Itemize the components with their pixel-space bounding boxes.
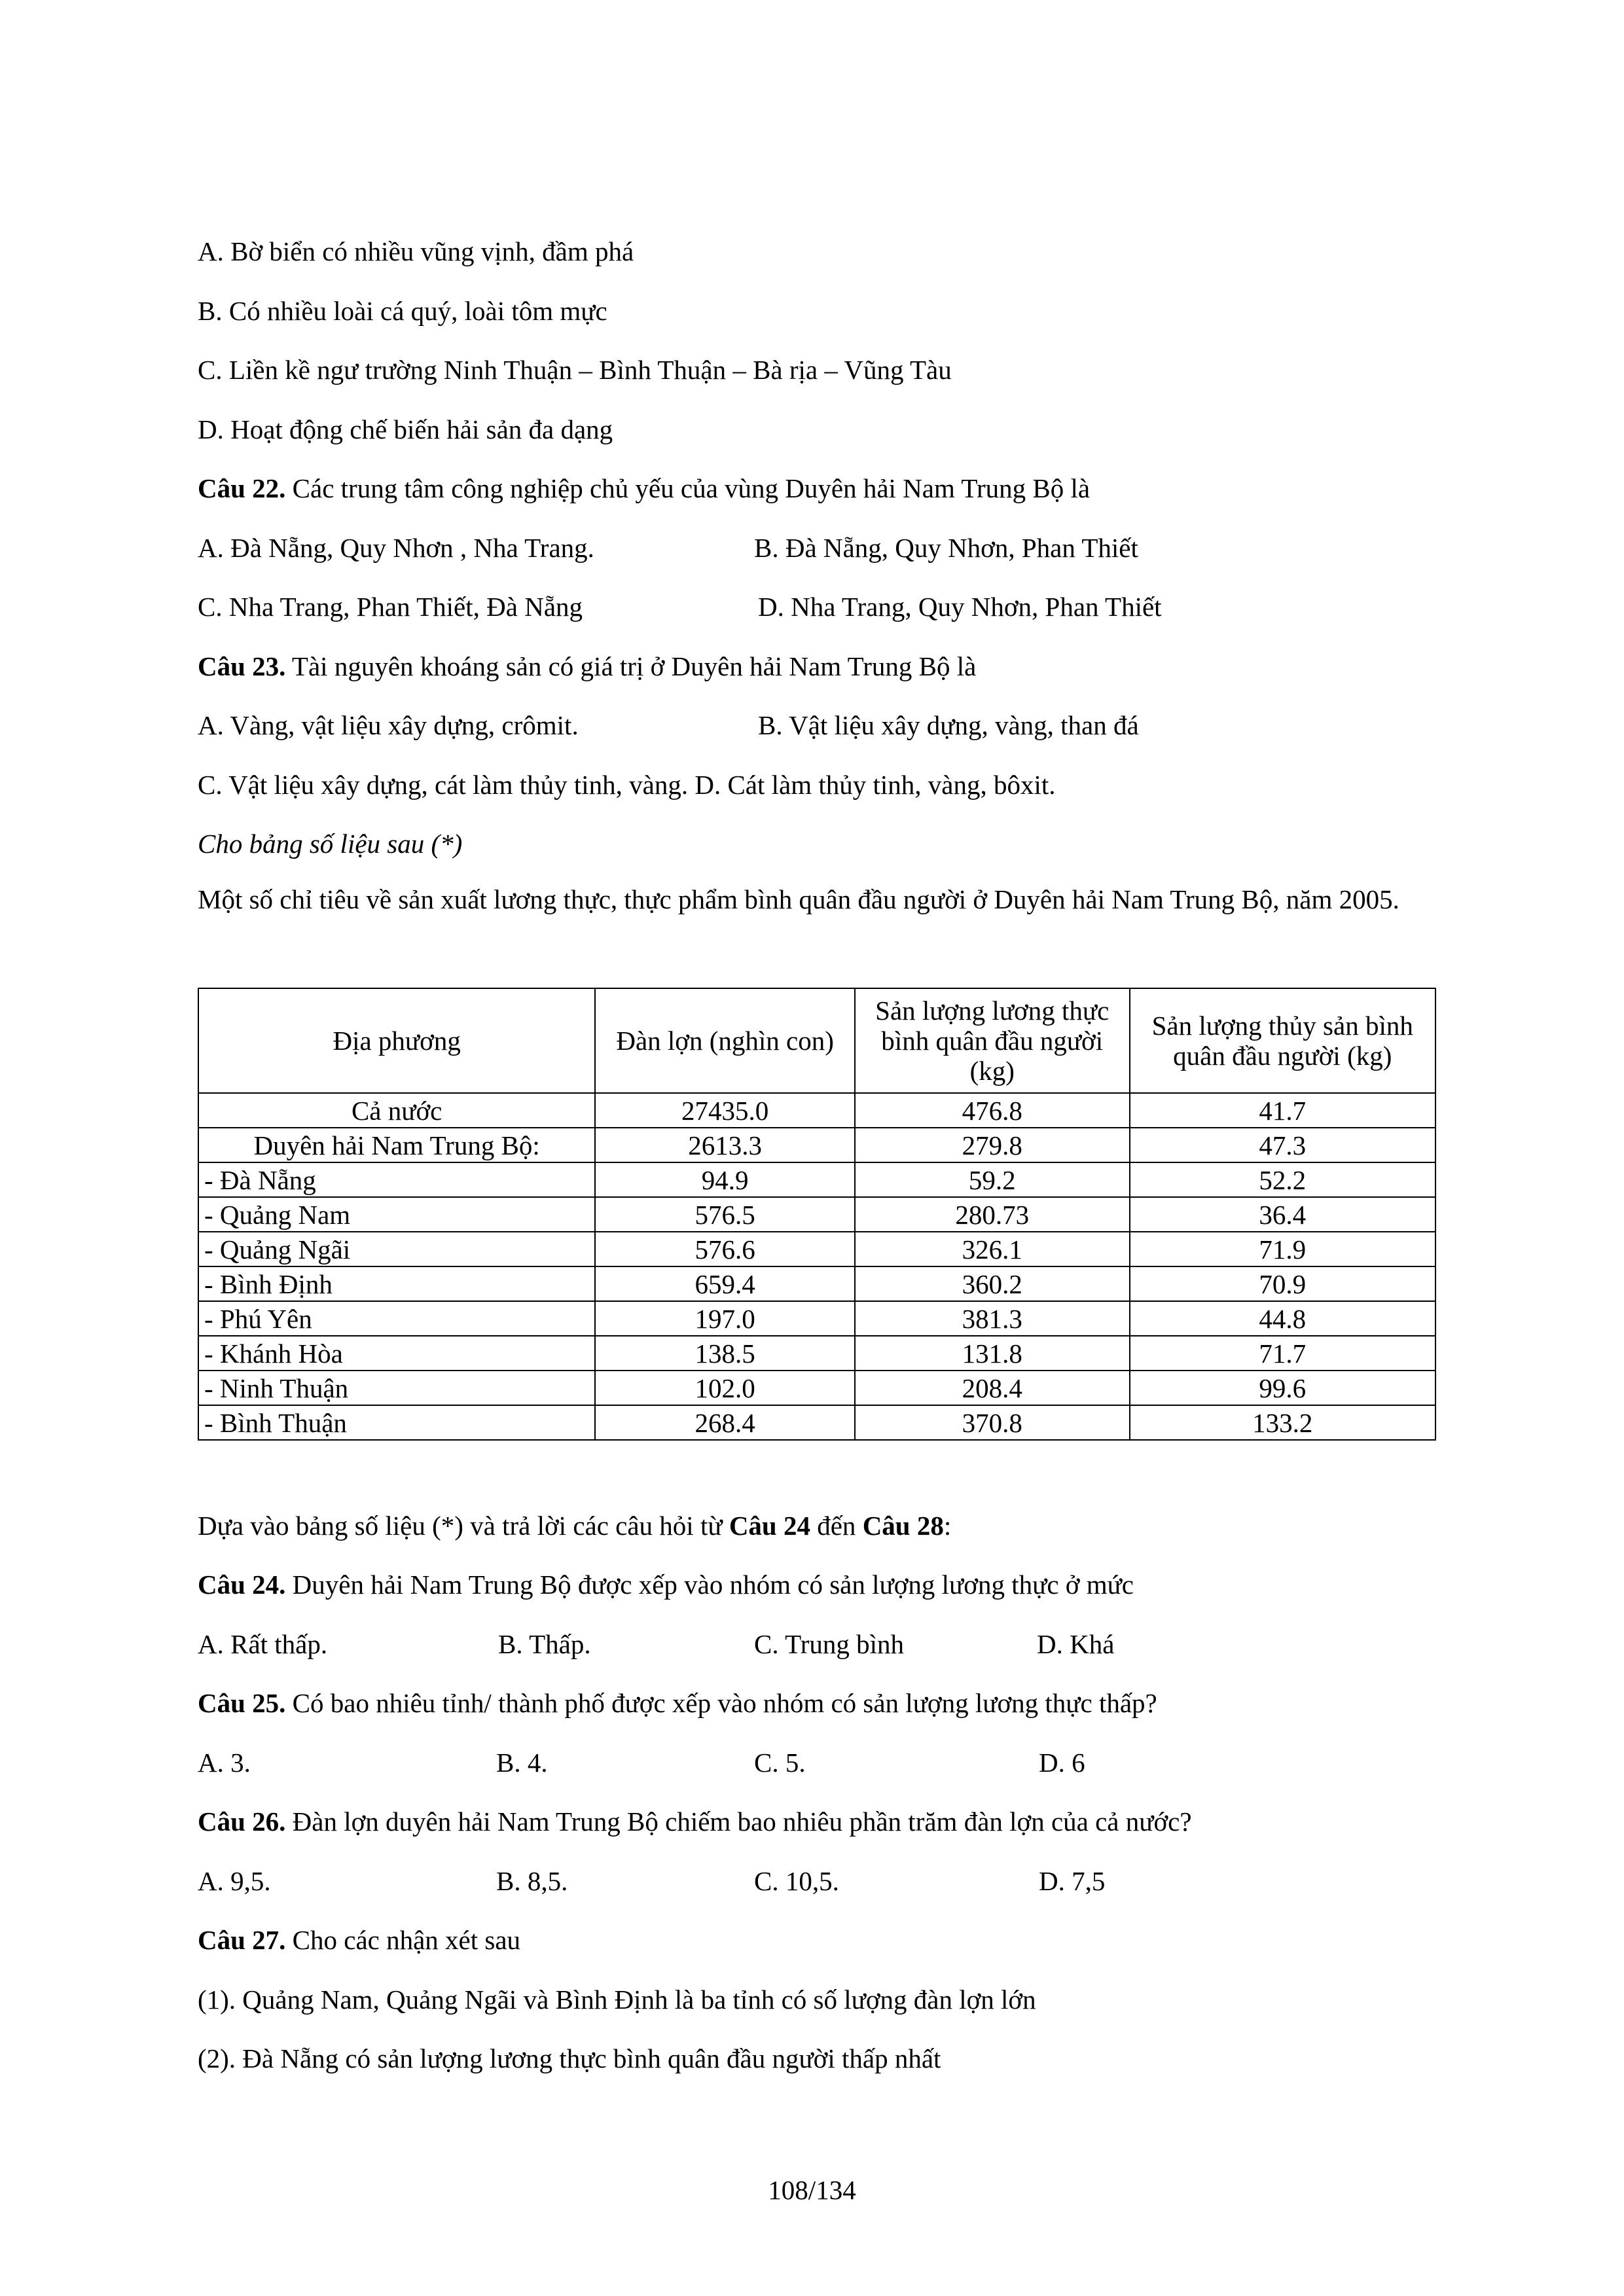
q23-option-cd: C. Vật liệu xây dựng, cát làm thủy tinh, vàng. D. Cát làm thủy tinh, vàng, bôxit.: [198, 770, 1056, 800]
q25-option-b: B. 4.: [496, 1748, 548, 1778]
table-row: [198, 1301, 1435, 1336]
cell-food: 370.8: [855, 1405, 1130, 1440]
table-row: [198, 1371, 1435, 1405]
cell-seafood: 47.3: [1130, 1128, 1436, 1162]
q26-question: [198, 1805, 1192, 1838]
cell-seafood: 52.2: [1130, 1162, 1436, 1197]
q26-option-b: B. 8,5.: [496, 1866, 568, 1896]
cell-seafood: 44.8: [1130, 1301, 1436, 1336]
q26-label: Câu 26.: [198, 1806, 286, 1837]
q26-text: Đàn lợn duyên hải Nam Trung Bộ chiếm bao nhiêu phần trăm đàn lợn của cả nước?: [285, 1806, 1192, 1837]
cell-food: 131.8: [855, 1336, 1130, 1371]
q23-text: Tài nguyên khoáng sản có giá trị ở Duyên hải Nam Trung Bộ là: [285, 651, 977, 681]
table-row: [198, 1266, 1435, 1301]
cell-pig-herd: 27435.0: [595, 1093, 855, 1128]
q27-label: Câu 27.: [198, 1925, 286, 1955]
cell-food: 476.8: [855, 1093, 1130, 1128]
q25-option-c: C. 5.: [754, 1748, 806, 1778]
cell-region: - Khánh Hòa: [198, 1336, 595, 1371]
cell-region: Duyên hải Nam Trung Bộ:: [198, 1128, 595, 1162]
q22-question: [198, 472, 1090, 505]
q25-option-a: A. 3.: [198, 1748, 251, 1778]
q27-text: Cho các nhận xét sau: [285, 1925, 521, 1955]
q22-text: Các trung tâm công nghiệp chủ yếu của vùng Duyên hải Nam Trung Bộ là: [285, 473, 1091, 503]
cell-seafood: 36.4: [1130, 1197, 1436, 1232]
q25-label: Câu 25.: [198, 1688, 286, 1718]
cell-pig-herd: 2613.3: [595, 1128, 855, 1162]
q22-option-b: B. Đà Nẵng, Quy Nhơn, Phan Thiết: [754, 533, 1138, 563]
cell-food: 381.3: [855, 1301, 1130, 1336]
header-region: Địa phương: [198, 988, 595, 1093]
q26-option-d: D. 7,5: [1039, 1866, 1106, 1896]
cell-region: - Ninh Thuận: [198, 1371, 595, 1405]
table-row: [198, 1093, 1435, 1128]
q24-option-a: A. Rất thấp.: [198, 1629, 328, 1659]
q25-text: Có bao nhiêu tỉnh/ thành phố được xếp vào nhóm có sản lượng lương thực thấp?: [285, 1688, 1157, 1718]
q23-option-a: A. Vàng, vật liệu xây dựng, crômit.: [198, 710, 579, 740]
q24-question: [198, 1568, 1134, 1601]
cell-region: - Đà Nẵng: [198, 1162, 595, 1197]
header-seafood-per-capita: Sản lượng thủy sản bình quân đầu người (kg): [1130, 988, 1436, 1093]
cell-pig-herd: 102.0: [595, 1371, 855, 1405]
q25-option-d: D. 6: [1039, 1748, 1085, 1778]
q24-option-d: D. Khá: [1037, 1629, 1115, 1659]
q22-option-d: D. Nha Trang, Quy Nhơn, Phan Thiết: [758, 592, 1162, 622]
cell-seafood: 70.9: [1130, 1266, 1436, 1301]
cell-food: 208.4: [855, 1371, 1130, 1405]
instruction-post: :: [943, 1511, 952, 1541]
cell-seafood: 71.7: [1130, 1336, 1436, 1371]
cell-region: - Quảng Nam: [198, 1197, 595, 1232]
instruction-line: [198, 1509, 951, 1542]
instruction-mid: đến: [810, 1511, 863, 1541]
cell-region: - Bình Định: [198, 1266, 595, 1301]
q21-option-a: A. Bờ biển có nhiều vũng vịnh, đầm phá: [198, 236, 634, 266]
table-row: [198, 1197, 1435, 1232]
table-intro: Cho bảng số liệu sau (*): [198, 829, 463, 859]
instruction-pre: Dựa vào bảng số liệu (*) và trả lời các câu hỏi từ: [198, 1511, 729, 1541]
table-row: [198, 1405, 1435, 1440]
data-table: [198, 988, 1436, 1441]
table-row: [198, 1128, 1435, 1162]
header-food-per-capita: Sản lượng lương thực bình quân đầu người (kg): [855, 988, 1130, 1093]
cell-food: 59.2: [855, 1162, 1130, 1197]
cell-pig-herd: 576.6: [595, 1232, 855, 1266]
cell-region: - Bình Thuận: [198, 1405, 595, 1440]
cell-pig-herd: 576.5: [595, 1197, 855, 1232]
cell-pig-herd: 659.4: [595, 1266, 855, 1301]
cell-pig-herd: 197.0: [595, 1301, 855, 1336]
q22-option-a: A. Đà Nẵng, Quy Nhơn , Nha Trang.: [198, 533, 594, 563]
cell-food: 360.2: [855, 1266, 1130, 1301]
q24-option-c: C. Trung bình: [754, 1629, 905, 1659]
table-caption: Một số chỉ tiêu về sản xuất lương thực, thực phẩm bình quân đầu người ở Duyên hải Nam Trung Bộ, năm 2005.: [198, 884, 1399, 914]
q22-option-c: C. Nha Trang, Phan Thiết, Đà Nẵng: [198, 592, 583, 622]
q27-statement-1: (1). Quảng Nam, Quảng Ngãi và Bình Định là ba tỉnh có số lượng đàn lợn lớn: [198, 1984, 1036, 2015]
header-pig-herd: Đàn lợn (nghìn con): [595, 988, 855, 1093]
q23-label: Câu 23.: [198, 651, 286, 681]
q23-option-b: B. Vật liệu xây dựng, vàng, than đá: [758, 710, 1139, 740]
q23-question: [198, 650, 976, 683]
cell-pig-herd: 94.9: [595, 1162, 855, 1197]
cell-food: 280.73: [855, 1197, 1130, 1232]
instruction-from: Câu 24: [729, 1511, 810, 1541]
cell-food: 279.8: [855, 1128, 1130, 1162]
q27-question: [198, 1924, 520, 1956]
q26-option-c: C. 10,5.: [754, 1866, 839, 1896]
q21-option-d: D. Hoạt động chế biến hải sản đa dạng: [198, 414, 613, 444]
q27-statement-2: (2). Đà Nẵng có sản lượng lương thực bình quân đầu người thấp nhất: [198, 2043, 941, 2073]
cell-region: - Quảng Ngãi: [198, 1232, 595, 1266]
q22-label: Câu 22.: [198, 473, 286, 503]
q24-label: Câu 24.: [198, 1570, 286, 1600]
cell-region: - Phú Yên: [198, 1301, 595, 1336]
table-row: [198, 1232, 1435, 1266]
q24-text: Duyên hải Nam Trung Bộ được xếp vào nhóm có sản lượng lương thực ở mức: [285, 1570, 1134, 1600]
cell-pig-herd: 138.5: [595, 1336, 855, 1371]
cell-seafood: 99.6: [1130, 1371, 1436, 1405]
q21-option-b: B. Có nhiều loài cá quý, loài tôm mực: [198, 296, 607, 326]
cell-seafood: 71.9: [1130, 1232, 1436, 1266]
cell-seafood: 41.7: [1130, 1093, 1436, 1128]
q24-option-b: B. Thấp.: [498, 1629, 591, 1659]
table-row: [198, 1336, 1435, 1371]
table-header-row: [198, 988, 1435, 1093]
instruction-to: Câu 28: [862, 1511, 944, 1541]
cell-pig-herd: 268.4: [595, 1405, 855, 1440]
cell-seafood: 133.2: [1130, 1405, 1436, 1440]
page-number: 108/134: [768, 2175, 856, 2205]
q25-question: [198, 1687, 1157, 1719]
table-row: [198, 1162, 1435, 1197]
q21-option-c: C. Liền kề ngư trường Ninh Thuận – Bình Thuận – Bà rịa – Vũng Tàu: [198, 355, 952, 385]
cell-region: Cả nước: [198, 1093, 595, 1128]
cell-food: 326.1: [855, 1232, 1130, 1266]
q26-option-a: A. 9,5.: [198, 1866, 271, 1896]
